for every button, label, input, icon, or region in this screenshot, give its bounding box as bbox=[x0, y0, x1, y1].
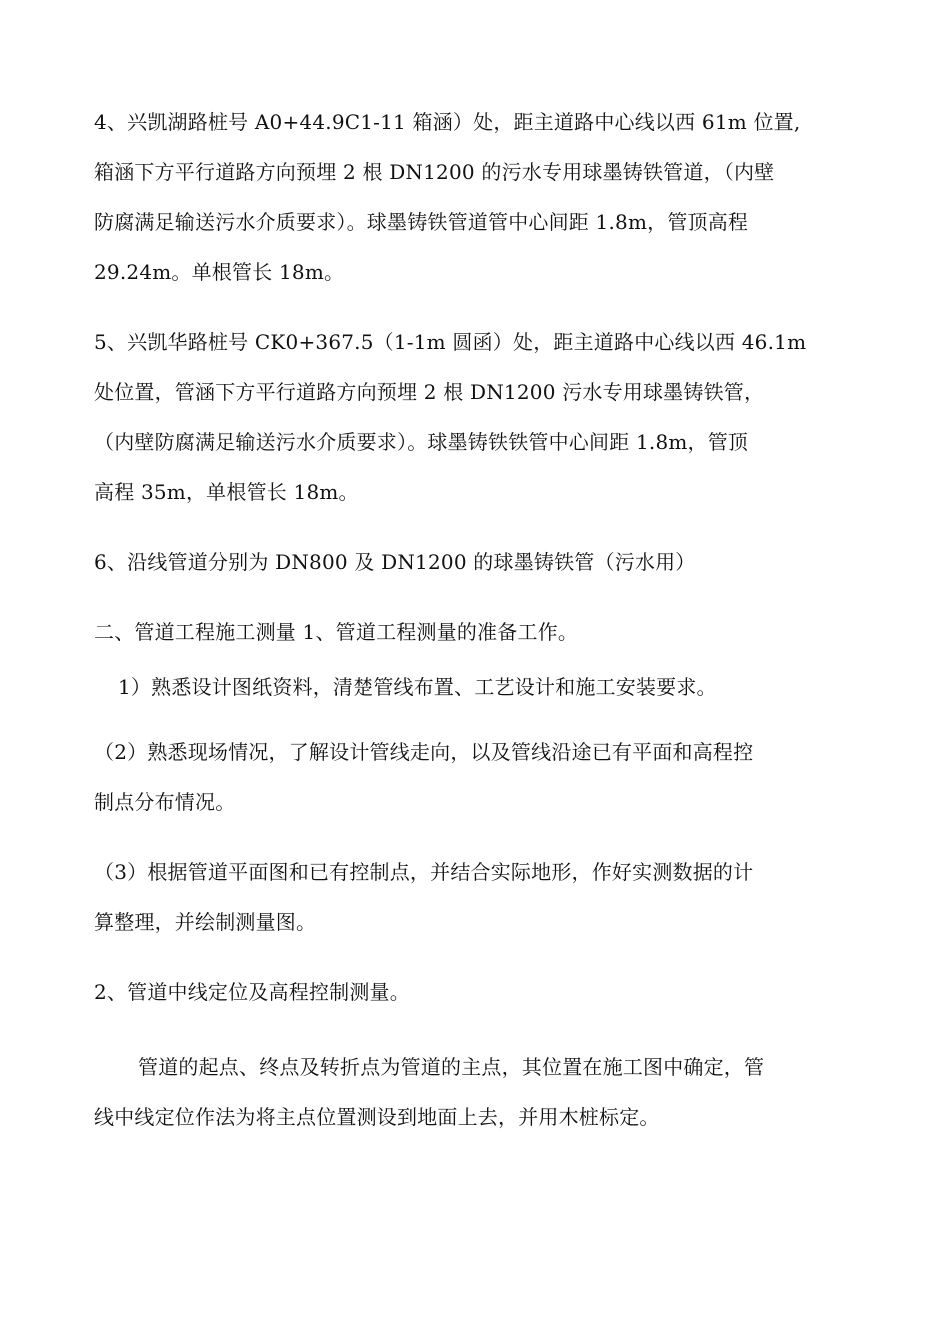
text-line: 6、沿线管道分别为 DN800 及 DN1200 的球墨铸铁管（污水用） bbox=[94, 550, 696, 574]
text-line: 箱涵下方平行道路方向预埋 2 根 DN1200 的污水专用球墨铸铁管道，（内壁 bbox=[94, 160, 775, 184]
section-heading: 2、管道中线定位及高程控制测量。 bbox=[94, 980, 410, 1004]
text-line: 防腐满足输送污水介质要求）。球墨铸铁管道管中心间距 1.8m，管顶高程 bbox=[94, 210, 749, 234]
text-line: （2）熟悉现场情况，了解设计管线走向，以及管线沿途已有平面和高程控 bbox=[94, 740, 754, 764]
text-line: （内壁防腐满足输送污水介质要求）。球墨铸铁铁管中心间距 1.8m，管顶 bbox=[94, 430, 749, 454]
text-line: 29.24m。单根管长 18m。 bbox=[94, 260, 345, 284]
text-line: （3）根据管道平面图和已有控制点，并结合实际地形，作好实测数据的计 bbox=[94, 860, 754, 884]
text-line: 线中线定位作法为将主点位置测设到地面上去，并用木桩标定。 bbox=[94, 1105, 660, 1129]
text-line: 算整理，并绘制测量图。 bbox=[94, 910, 317, 934]
section-heading: 二、管道工程施工测量 1、管道工程测量的准备工作。 bbox=[94, 620, 579, 644]
text-line: 处位置，管涵下方平行道路方向预埋 2 根 DN1200 污水专用球墨铸铁管， bbox=[94, 380, 765, 404]
text-line: 制点分布情况。 bbox=[94, 790, 236, 814]
text-line: 高程 35m，单根管长 18m。 bbox=[94, 480, 359, 504]
text-line: 1）熟悉设计图纸资料，清楚管线布置、工艺设计和施工安装要求。 bbox=[118, 675, 717, 699]
text-line: 4、兴凯湖路桩号 A0+44.9C1-11 箱涵）处，距主道路中心线以西 61m 位置, bbox=[94, 110, 801, 134]
text-line: 管道的起点、终点及转折点为管道的主点，其位置在施工图中确定，管 bbox=[138, 1055, 765, 1079]
text-line: 5、兴凯华路桩号 CK0+367.5（1-1m 圆函）处，距主道路中心线以西 46.1m bbox=[94, 330, 807, 354]
